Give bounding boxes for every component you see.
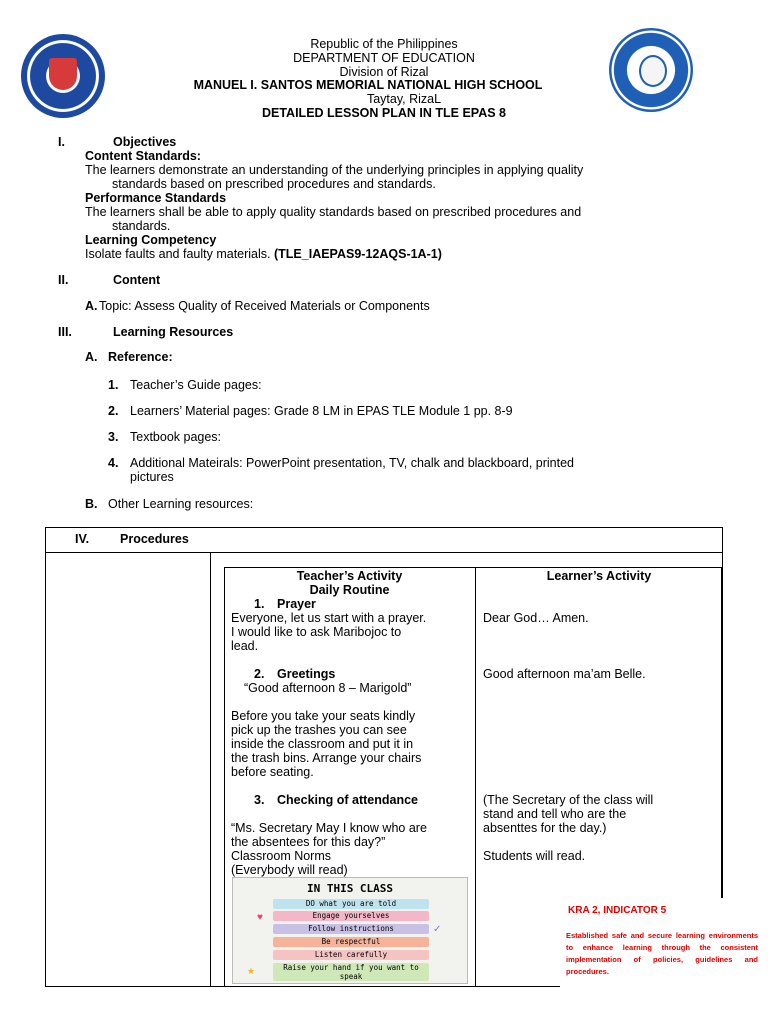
activity-divider — [475, 567, 476, 987]
topic-text: Topic: Assess Quality of Received Materials or Components — [99, 299, 430, 313]
norms-title: IN THIS CLASS — [306, 882, 394, 895]
page-title: DETAILED LESSON PLAN IN TLE EPAS 8 — [261, 106, 506, 120]
resource-item-text-cont: pictures — [130, 470, 174, 484]
reference-letter: A. — [85, 350, 98, 364]
greetings-label: Greetings — [277, 667, 336, 681]
performance-text-1: The learners shall be able to apply quality standards based on prescribed procedures and — [85, 205, 582, 219]
norm-item: DO what you are told — [273, 899, 429, 909]
resource-item-num: 4. — [108, 456, 119, 470]
norm-item: Engage yourselves — [273, 911, 429, 921]
prayer-label: Prayer — [277, 597, 316, 611]
attendance-num: 3. — [254, 793, 265, 807]
prayer-learner-response: Dear God… Amen. — [483, 611, 589, 625]
attendance-teacher-line: Classroom Norms — [231, 849, 332, 863]
prayer-num: 1. — [254, 597, 265, 611]
content-heading: Content — [113, 273, 161, 287]
content-standards-text-1: The learners demonstrate an understanding of the underlying principles in applying quality — [85, 163, 584, 177]
seating-line: Before you take your seats kindly — [231, 709, 416, 723]
objectives-heading: Objectives — [113, 135, 177, 149]
heart-icon: ♥ — [257, 912, 263, 923]
prayer-teacher-line: lead. — [231, 639, 259, 653]
header-school: MANUEL I. SANTOS MEMORIAL NATIONAL HIGH SCHOOL — [193, 78, 543, 92]
attendance-learner-line: stand and tell who are the — [483, 807, 627, 821]
greetings-learner-response: Good afternoon ma’am Belle. — [483, 667, 646, 681]
performance-label: Performance Standards — [85, 191, 227, 205]
procedures-num: IV. — [75, 532, 90, 546]
competency-label: Learning Competency — [85, 233, 217, 247]
performance-text-2: standards. — [112, 219, 171, 233]
resource-item-text: Textbook pages: — [130, 430, 222, 444]
reference-label: Reference: — [108, 350, 173, 364]
competency-description: Isolate faults and faulty materials. — [85, 247, 271, 261]
attendance-label: Checking of attendance — [277, 793, 418, 807]
seating-line: the trash bins. Arrange your chairs — [231, 751, 422, 765]
star-icon: ★ — [247, 966, 256, 976]
daily-routine-header: Daily Routine — [309, 583, 390, 597]
prayer-teacher-line: I would like to ask Maribojoc to — [231, 625, 402, 639]
greetings-num: 2. — [254, 667, 265, 681]
resource-item-text: Additional Mateirals: PowerPoint presentation, TV, chalk and blackboard, printed — [130, 456, 575, 470]
resources-heading: Learning Resources — [113, 325, 234, 339]
resource-item-text: Teacher’s Guide pages: — [130, 378, 262, 392]
seating-line: before seating. — [231, 765, 314, 779]
header-location: Taytay, RizaL — [366, 92, 442, 106]
resource-item-num: 2. — [108, 404, 119, 418]
attendance-learner-line: Students will read. — [483, 849, 586, 863]
content-num: II. — [58, 273, 69, 287]
attendance-learner-line: (The Secretary of the class will — [483, 793, 654, 807]
header-division: Division of Rizal — [339, 65, 429, 79]
other-letter: B. — [85, 497, 98, 511]
kra-title: KRA 2, INDICATOR 5 — [568, 905, 667, 916]
greetings-teacher-line: “Good afternoon 8 – Marigold” — [244, 681, 412, 695]
attendance-teacher-line: “Ms. Secretary May I know who are — [231, 821, 427, 835]
competency-code: (TLE_IAEPAS9-12AQS-1A-1) — [274, 247, 442, 261]
learner-activity-header: Learner’s Activity — [546, 569, 652, 583]
attendance-learner-line: absenttes for the day.) — [483, 821, 607, 835]
classroom-norms-image — [232, 877, 468, 984]
other-resources-text: Other Learning resources: — [108, 497, 254, 511]
seating-line: pick up the trashes you can see — [231, 723, 407, 737]
content-standards-text-2: standards based on prescribed procedures and standards. — [112, 177, 436, 191]
table-divider — [45, 552, 723, 553]
content-standards-label: Content Standards: — [85, 149, 201, 163]
objectives-num: I. — [58, 135, 65, 149]
table-divider — [210, 552, 211, 987]
resource-item-text: Learners’ Material pages: Grade 8 LM in EPAS TLE Module 1 pp. 8-9 — [130, 404, 513, 418]
norm-item: Follow instructions — [273, 924, 429, 934]
resource-item-num: 3. — [108, 430, 119, 444]
seating-line: inside the classroom and put it in — [231, 737, 414, 751]
topic-letter: A. — [85, 299, 98, 313]
attendance-teacher-line: (Everybody will read) — [231, 863, 348, 877]
prayer-teacher-line: Everyone, let us start with a prayer. — [231, 611, 427, 625]
kra-text: Established safe and secure learning environments to enhance learning through the consistent implementation of policies, guidelines and procedures. — [566, 931, 758, 976]
resource-item-num: 1. — [108, 378, 119, 392]
norm-item: Listen carefully — [273, 950, 429, 960]
norm-item: Raise your hand if you want to speak — [273, 963, 429, 981]
attendance-teacher-line: the absentees for this day?” — [231, 835, 386, 849]
check-icon: ✓ — [433, 924, 442, 935]
header-department: DEPARTMENT OF EDUCATION — [293, 51, 475, 65]
header-republic: Republic of the Philippines — [310, 37, 458, 51]
resources-num: III. — [58, 325, 72, 339]
teacher-activity-header: Teacher’s Activity — [296, 569, 403, 583]
norm-item: Be respectful — [273, 937, 429, 947]
procedures-heading: Procedures — [120, 532, 189, 546]
competency-text — [85, 247, 442, 261]
